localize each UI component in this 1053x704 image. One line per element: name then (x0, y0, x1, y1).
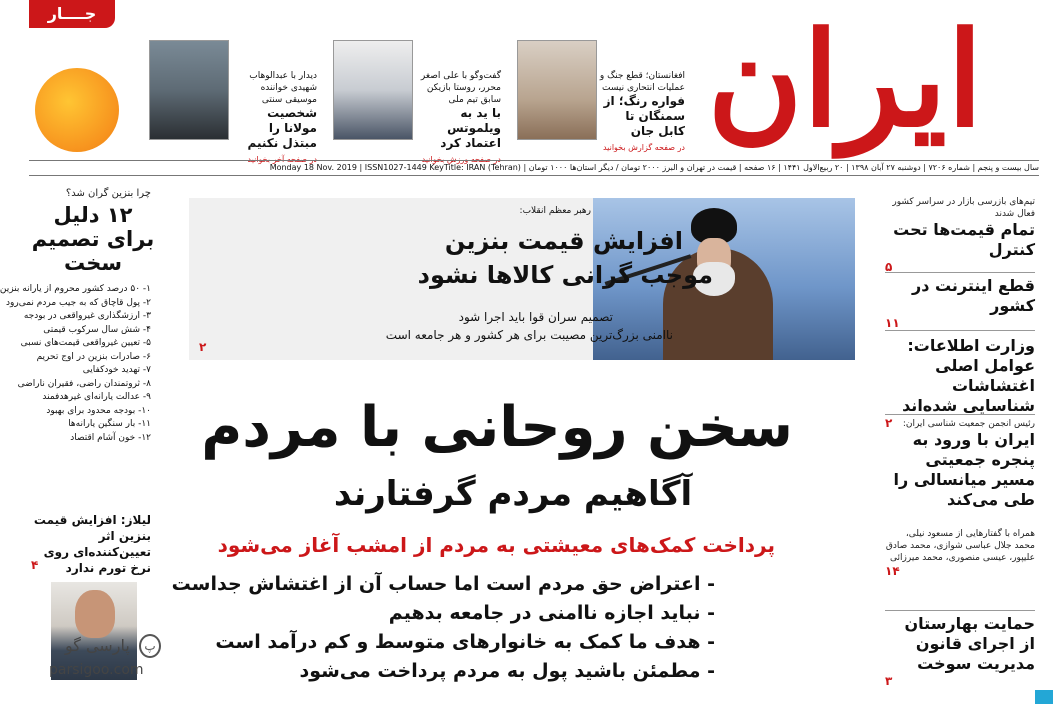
right-head: وزارت اطلاعات: عوامل اصلی اغتشاشات شناسایی شده‌اند (902, 336, 1035, 415)
teaser-head: فواره رنگ؛ از سمنگان تا کابل جان (603, 94, 685, 138)
left-column (0, 188, 157, 445)
main-headline[interactable]: سخن روحانی با مردم (201, 395, 793, 460)
right-item-intelligence[interactable] (885, 336, 1035, 430)
list-item: - نباید اجازه ناامنی در جامعه بدهیم (388, 602, 715, 624)
corner-mark (1035, 690, 1053, 704)
list-item: - مطمئن باشید پول به مردم پرداخت می‌شود (299, 660, 715, 682)
right-item-authors (885, 528, 1035, 578)
teaser-head: با ید به ویلموتس اعتماد کرد (440, 106, 501, 150)
top-story-headline-1[interactable]: افزایش قیمت بنزین (444, 227, 683, 255)
main-red-line: پرداخت کمک‌های معیشتی به مردم از امشب آغاز می‌شود (217, 533, 775, 557)
page-number: ۲ (885, 416, 893, 430)
divider (885, 414, 1035, 415)
page-number: ۳ (885, 674, 893, 688)
page-number: ۵ (885, 260, 893, 274)
right-head: قطع اینترنت در کشور (911, 276, 1035, 315)
teaser-kicker: گفت‌وگو با علی اصغر محرر، روستا بازیکن سابق تیم ملی (420, 71, 501, 105)
list-item: ۳- ارزشگذاری غیرواقعی در بودجه (23, 311, 151, 321)
list-item: ۱۲- خون آشام اقتصاد (70, 432, 151, 443)
top-story-kicker: رهبر معظم انقلاب: (519, 206, 591, 216)
list-item: ۹- عدالت یارانه‌ای غیرهدفمند (42, 392, 151, 402)
top-story-sub-1: تصمیم سران قوا باید اجرا شود (458, 310, 613, 324)
teaser-photo-sport (333, 40, 413, 140)
top-story-headline-2[interactable]: موجب گرانی کالاها نشود (417, 261, 713, 289)
divider (885, 610, 1035, 611)
list-item: - هدف ما کمک به خانوارهای متوسط و کم درآمد است (215, 631, 715, 653)
teaser-photo-afghan (517, 40, 597, 140)
teaser-link[interactable]: در صفحه ورزش بخوانید (421, 155, 501, 164)
teaser-link[interactable]: در صفحه آخر بخوانید (247, 155, 317, 164)
page-number: ۱۴ (885, 564, 900, 578)
main-subhead: آگاهیم مردم گرفتارند (333, 474, 693, 514)
teaser-link[interactable]: در صفحه گزارش بخوانید (602, 143, 685, 152)
face-shape (75, 590, 115, 638)
list-item: ۶- صادرات بنزین در اوج تحریم (36, 351, 151, 362)
right-item-population[interactable] (885, 418, 1035, 510)
parsigoo-logo-icon: پ (139, 634, 161, 658)
right-kicker: رئیس انجمن جمعیت شناسی ایران: (902, 419, 1035, 429)
right-kicker: همراه با گفتارهایی از مسعود نیلی، محمد جلال عباسی شوازی، محمد صادق علیپور، عیسی منصوری، محمد میرزائی (885, 529, 1035, 563)
teaser-sport[interactable] (415, 70, 501, 166)
divider (885, 272, 1035, 273)
list-item: - اعتراض حق مردم است اما حساب آن از اغتشاش جداست (171, 573, 715, 595)
page-number: ۱۱ (885, 316, 900, 330)
left-big-head: ۱۲ دلیل برای تصمیم سخت (31, 203, 155, 275)
list-item: ۷- تهدید خودکفایی (82, 365, 151, 375)
right-item-prices[interactable] (885, 196, 1035, 274)
watermark-url: parsigoo.com (49, 662, 144, 678)
teaser-kicker: دیدار با عبدالوهاب شهیدی خواننده موسیقی سنتی (249, 71, 317, 105)
top-story-sub-2: ناامنی بزرگ‌ترین مصیبت برای هر کشور و هر جامعه است (385, 328, 673, 342)
right-kicker: تیم‌های بازرسی بازار در سراسر کشور فعال شدند (892, 197, 1035, 219)
page-number: ۲ (199, 340, 207, 354)
list-item: ۸- ثروتمندان راضی، فقیران ناراضی (17, 378, 151, 389)
masthead-logo: ایران (707, 3, 983, 156)
watermark-name: پارسی گو (65, 636, 130, 655)
right-head: حمایت بهارستان از اجرای قانون مدیریت سوخت (904, 614, 1035, 673)
sun-logo-icon (35, 68, 119, 152)
right-item-parliament[interactable] (885, 614, 1035, 688)
page-number: ۴ (31, 558, 39, 572)
left-kicker: چرا بنزین گران شد؟ (65, 188, 151, 199)
teaser-music[interactable] (231, 70, 317, 166)
jaar-badge: جــــار (29, 0, 115, 28)
reasons-list (0, 283, 157, 445)
right-item-internet[interactable] (885, 276, 1035, 330)
teaser-photo-music (149, 40, 229, 140)
right-head: ایران با ورود به پنجره جمعیتی مسیر میانسالی را طی می‌کند (893, 430, 1035, 509)
main-points (171, 570, 715, 686)
teaser-kicker: افغانستان؛ قطع جنگ و عملیات انتحاری نیست (599, 71, 685, 93)
laylaz-headline[interactable]: لیلاز: افزایش قیمت بنزین اثر تعیین‌کننده‌ای روی نرخ تورم ندارد (33, 513, 151, 575)
list-item: ۱۰- بودجه محدود برای بهبود (46, 405, 151, 416)
right-head: تمام قیمت‌ها تحت کنترل (893, 220, 1035, 259)
list-item: ۲- پول قاچاق که به جیب مردم نمی‌رود (6, 297, 151, 308)
teaser-afghan[interactable] (599, 70, 685, 154)
list-item: ۱۱- بار سنگین یارانه‌ها (68, 419, 151, 429)
teaser-head: شخصیت مولانا را مبتذل نکنیم (247, 106, 317, 150)
divider (885, 330, 1035, 331)
list-item: ۱- ۵۰ درصد کشور محروم از یارانه بنزین (0, 284, 151, 294)
list-item: ۵- تعیین غیرواقعی قیمت‌های نسبی (20, 338, 151, 348)
dateline: سال بیست و پنجم | شماره ۷۲۰۶ | دوشنبه ۲۷ آبان ۱۳۹۸ | ۲۰ ربیع‌الاول ۱۴۴۱ | ۱۶ صفحه | قیمت در تهران و البرز ۲۰۰۰ تومان / دیگر استان‌ها ۱۰۰۰ تومان | Monday 18 Nov. 2019 | ISSN1027-1449 KeyTitle: IRAN (Tehran) (29, 160, 1039, 176)
list-item: ۴- شش سال سرکوب قیمتی (43, 324, 151, 335)
